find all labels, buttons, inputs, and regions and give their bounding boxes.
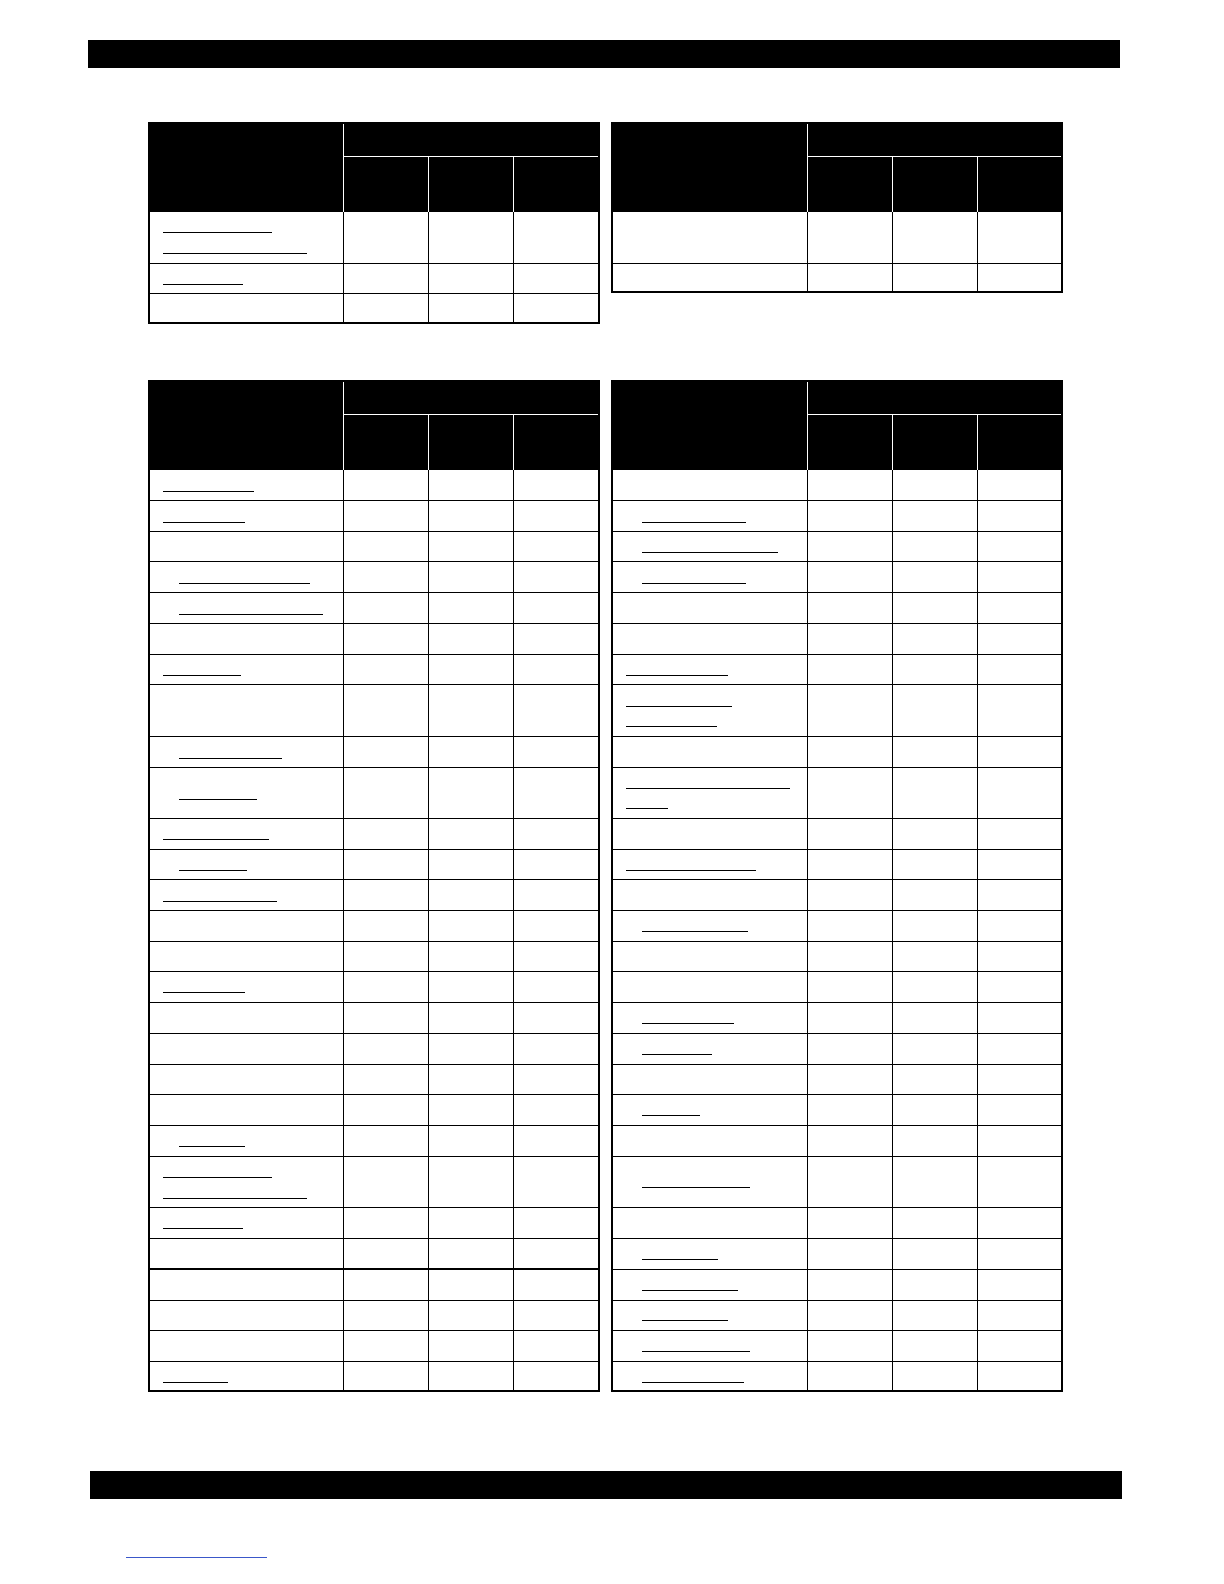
link-underline[interactable] [163, 522, 245, 523]
table-3 [148, 380, 600, 1392]
link-underline[interactable] [163, 1228, 243, 1229]
link-underline[interactable] [626, 808, 668, 809]
table-1 [148, 122, 600, 324]
link-underline[interactable] [179, 799, 257, 800]
link-underline[interactable] [642, 931, 748, 932]
table-4 [611, 380, 1063, 1392]
table-header [150, 124, 598, 212]
link-underline[interactable] [642, 1115, 700, 1116]
table-2 [611, 122, 1063, 293]
link-underline[interactable] [163, 901, 277, 902]
link-underline[interactable] [179, 614, 323, 615]
link-underline[interactable] [642, 1351, 750, 1352]
link-underline[interactable] [642, 583, 746, 584]
link-underline[interactable] [642, 522, 746, 523]
link-underline[interactable] [626, 706, 732, 707]
link-underline[interactable] [163, 1198, 307, 1199]
link-underline[interactable] [642, 1290, 738, 1291]
link-underline[interactable] [642, 1382, 744, 1383]
header-bar [88, 40, 1120, 68]
link-underline[interactable] [626, 675, 728, 676]
link-underline[interactable] [163, 1177, 272, 1178]
link-underline[interactable] [163, 253, 307, 254]
link-underline[interactable] [163, 284, 243, 285]
link-underline[interactable] [163, 1382, 228, 1383]
link-underline[interactable] [179, 758, 282, 759]
link-underline[interactable] [179, 583, 310, 584]
link-underline[interactable] [163, 491, 254, 492]
link-underline[interactable] [642, 1023, 734, 1024]
link-underline[interactable] [163, 992, 245, 993]
table-header [613, 382, 1061, 470]
table-header [150, 382, 598, 470]
link-underline[interactable] [179, 870, 247, 871]
link-underline[interactable] [163, 675, 241, 676]
link-underline[interactable] [163, 232, 272, 233]
table-header [613, 124, 1061, 212]
link-underline[interactable] [179, 1146, 245, 1147]
footer-link[interactable] [126, 1557, 267, 1558]
link-underline[interactable] [642, 1054, 712, 1055]
link-underline[interactable] [626, 726, 717, 727]
link-underline[interactable] [626, 788, 790, 789]
link-underline[interactable] [642, 1187, 750, 1188]
link-underline[interactable] [626, 870, 756, 871]
link-underline[interactable] [163, 839, 269, 840]
link-underline[interactable] [642, 552, 778, 553]
link-underline[interactable] [642, 1320, 728, 1321]
link-underline[interactable] [642, 1259, 718, 1260]
footer-bar [90, 1471, 1122, 1499]
